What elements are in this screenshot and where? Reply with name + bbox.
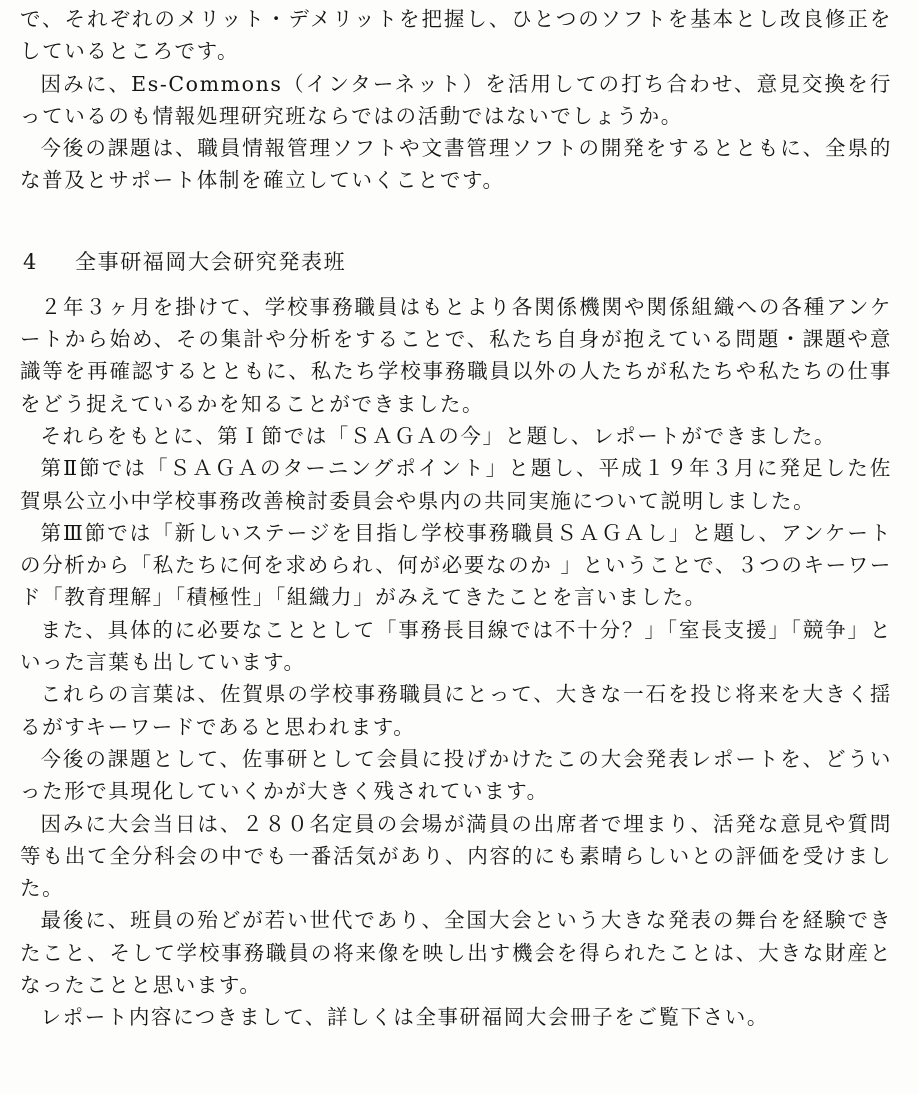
body-paragraph-2: それらをもとに、第Ｉ節では「ＳＡＧＡの今」と題し、レポートができました。 <box>40 423 837 448</box>
body-paragraph-6: これらの言葉は、佐賀県の学校事務職員にとって、大きな一石を投じ将来を大きく揺るがすキーワードであると思われます。 <box>20 682 892 739</box>
body-paragraph-7: 今後の課題として、佐事研として会員に投げかけたこの大会発表レポートを、どういった形で具現化していくかが大きく残されています。 <box>20 746 892 804</box>
section-title: 全事研福岡大会研究発表班 <box>75 249 347 274</box>
body-paragraph-3: 第Ⅱ節では「ＳＡＧＡのターニングポイント」と題し、平成１９年３月に発足した佐賀県公立小中学校事務改善検討委員会や県内の共同実施について説明しました。 <box>20 456 892 513</box>
section-number: 4 <box>23 249 38 274</box>
body-paragraph-1: ２年３ヶ月を掛けて、学校事務職員はもとより各関係機関や関係組織への各種アンケートから始め、その集計や分析をすることで、私たち自身が抱えている問題・課題や意識等を再確認するとともに、私たち学校事務職員以外の人たちが私たちや私たちの仕事をどう捉えているかを知ることができました。 <box>20 294 892 416</box>
intro-paragraph-3: 今後の課題は、職員情報管理ソフトや文書管理ソフトの開発をするとともに、全県的な普及とサポート体制を確立していくことです。 <box>20 136 892 193</box>
body-paragraph-5: また、具体的に必要なこととして「事務長目線では不十分？」「室長支援」「競争」といった言葉も出しています。 <box>20 617 892 675</box>
body-paragraph-8: 因みに大会当日は、２８０名定員の会場が満員の出席者で埋まり、活発な意見や質問等も出て全分科会の中でも一番活気があり、内容的にも素晴らしいとの評価を受けました。 <box>20 811 892 901</box>
body-paragraph-4: 第Ⅲ節では「新しいステージを目指し学校事務職員ＳＡＧＡし」と題し、アンケートの分析から「私たちに何を求められ、何が必要なのか 」ということで、３つのキーワード「教育理解」「積極性」「組織力」がみえてきたことを言いました。 <box>20 520 892 610</box>
body-paragraph-10: レポート内容につきまして、詳しくは全事研福岡大会冊子をご覧下さい。 <box>40 1005 769 1030</box>
intro-block <box>20 3 892 197</box>
body-paragraph-9: 最後に、班員の殆どが若い世代であり、全国大会という大きな発表の舞台を経験できたこと、そして学校事務職員の将来像を映し出す機会を得られたことは、大きな財産となったことと思います。 <box>20 908 892 998</box>
section-body <box>20 291 892 1034</box>
intro-paragraph-1: で、それぞれのメリット・デメリットを把握し、ひとつのソフトを基本とし改良修正をしているところです。 <box>20 7 892 64</box>
intro-paragraph-2: 因みに、Es-Commons（インターネット）を活用しての打ち合わせ、意見交換を行っているのも情報処理研究班ならではの活動ではないでしょうか。 <box>20 71 892 128</box>
section-heading <box>20 246 892 278</box>
